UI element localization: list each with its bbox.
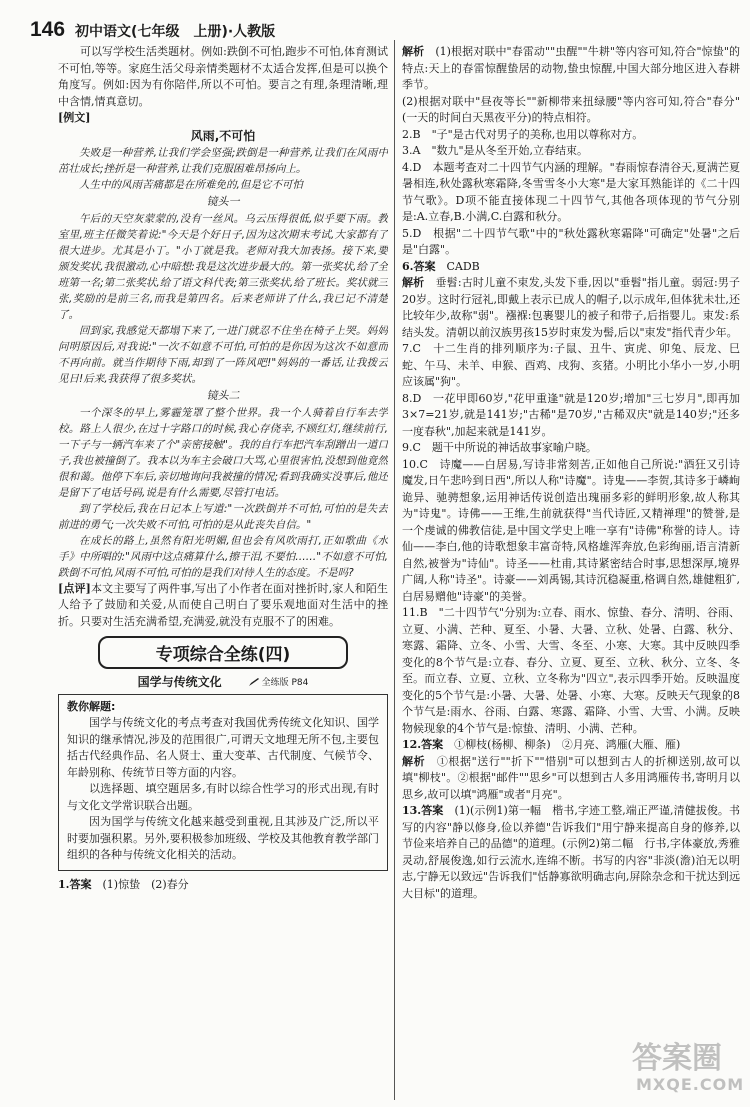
tips-title: 教你解题: bbox=[67, 700, 116, 713]
answer-item bbox=[402, 259, 740, 276]
analysis-text: 垂髫:古时儿童不束发,头发下垂,因以"垂髫"指儿童。弱冠:男子20岁。这时行冠礼,即戴上表示已成人的帽子,以示成年,但体犹未壮,还比较年少,故称"弱"。襁褓:包裹婴儿的被子和带子,后指婴儿。束发:系结头发。清朝以前汉族男孩15岁时束发为髻,后以"束发"指代青少年。 bbox=[402, 276, 740, 339]
answer-item bbox=[402, 737, 740, 754]
scene-heading: 镜头一 bbox=[206, 194, 240, 208]
section-reference bbox=[248, 675, 309, 688]
analysis-paragraph bbox=[402, 44, 740, 94]
answer-text: (1)惊蛰 (2)春分 bbox=[102, 877, 189, 891]
tips-box bbox=[58, 694, 388, 871]
essay-paragraph: 午后的天空灰蒙蒙的,没有一丝风。乌云压得很低,似乎要下雨。教室里,班主任微笑着说:"今天是个好日子,因为这次期末考试,大家都有了很大进步。尤其是小丁。"小丁就是我。老师对我大加表扬。接下来,要颁发奖状,我很激动,心中暗想:我是这次进步最大的。第一张奖状,给了全班第一名;第二张奖状,给了语文科代表;第三张奖状,给了班长。奖状就三张,奖励的是前三名,而我是第四名。后来老师讲了什么,我已记不清楚了。 bbox=[58, 212, 388, 321]
page-header bbox=[30, 18, 275, 42]
pencil-icon bbox=[248, 677, 260, 687]
answer-item: 3.A "数九"是从冬至开始,立春结束。 bbox=[402, 144, 589, 157]
book-title: 初中语文(七年级 上册)·人教版 bbox=[75, 24, 276, 40]
example-tag bbox=[58, 110, 388, 127]
essay-paragraph: 在成长的路上,虽然有阳光明媚,但也会有风吹雨打,正如歌曲《水手》中所唱的:"风雨中这点痛算什么,擦干泪,不要怕……"不如意不可怕,跌倒不可怕,风雨不可怕,可怕的是我们对待人生的态度。不是吗? bbox=[58, 534, 388, 579]
tips-paragraph: 以选择题、填空题居多,有时以综合性学习的形式出现,有时与文化文学常识联合出题。 bbox=[67, 782, 379, 812]
analysis-paragraph: (2)根据对联中"昼夜等长""新柳带来扭绿腰"等内容可知,符合"春分"(一天的时间白天黑夜平分)的特点相符。 bbox=[402, 94, 740, 124]
answer-text: (1)(示例1)第一幅 楷书,字迹工整,端正严谨,清健拔俊。书写的内容"静以修身,俭以养德"告诉我们"用宁静来提高自身的修养,以节俭来培养自己的品德"的道理。(示例2)第二幅 行书,字体豪放,秀雅灵动,舒展俊逸,如行云流水,连绵不断。书写的内容"非淡(澹)泊无以明志,宁静无以致远"告诉我们"恬静寡欲明确志向,屏除杂念和干扰达到远大目标"的道理。 bbox=[402, 804, 740, 900]
analysis-paragraph bbox=[402, 754, 740, 804]
answer-label: 12.答案 bbox=[402, 738, 444, 751]
answer-text: ①柳枝(杨柳、柳条) ②月亮、鸿雁(大雁、雁) bbox=[454, 738, 681, 751]
section-subtitle-row bbox=[58, 673, 388, 690]
scene-heading: 镜头二 bbox=[206, 388, 240, 402]
answer-item bbox=[402, 803, 740, 902]
answer-item: 9.C 题干中所说的神话故事家喻户晓。 bbox=[402, 441, 597, 454]
column-divider bbox=[394, 40, 395, 1100]
analysis-label: 解析 bbox=[402, 276, 425, 289]
essay-paragraph: 人生中的风雨苦痛都是在所难免的,但是它不可怕 bbox=[79, 178, 303, 191]
section-title: 专项综合全练(四) bbox=[98, 636, 348, 669]
tips-paragraph: 国学与传统文化的考点考查对我国优秀传统文化知识、国学知识的继承情况,涉及的范围很广,可谓天文地理无所不包,主要包括古代经典作品、名人贤士、重大变革、古代制度、气候节令、年龄别称、传统节日等方面的内容。 bbox=[67, 716, 379, 779]
answer-item: 8.D 一花甲即60岁,"花甲重逢"就是120岁;增加"三七岁月",即再加3×7=21岁,就是141岁;"古稀"是70岁,"古稀双庆"就是140岁;"还多一度春秋",加起来就是141岁。 bbox=[402, 391, 740, 438]
answer-label: 1.答案 bbox=[58, 877, 92, 891]
analysis-paragraph bbox=[402, 275, 740, 341]
comment-label: [点评] bbox=[58, 581, 91, 595]
watermark-url: MXQE.COM bbox=[636, 1075, 745, 1094]
example-label: [例文] bbox=[58, 111, 91, 124]
answer-item: 11.B "二十四节气"分别为:立春、雨水、惊蛰、春分、清明、谷雨、立夏、小满、芒种、夏至、小暑、大暑、立秋、处暑、白露、秋分、寒露、霜降、立冬、小雪、大雪、冬至、小寒、大寒。其中反映四季变化的8个节气是:立春、春分、立夏、夏至、立秋、秋分、立冬、冬至。而立春、立夏、立秋、立冬称为"四立",表示四季开始。反映温度变化的5个节气是:小暑、大暑、处暑、小寒、大寒。反映天气现象的8个节气是:雨水、谷雨、白露、寒露、霜降、小雪、大雪、小满。反映物候现象的4个节气是:惊蛰、清明、小满、芒种。 bbox=[402, 606, 740, 735]
analysis-label: 解析 bbox=[402, 754, 426, 768]
watermark-text: 答案圈 bbox=[632, 1041, 722, 1076]
analysis-text: (1)根据对联中"春雷动""虫醒""牛耕"等内容可知,符合"惊蛰"的特点:天上的春雷惊醒蛰居的动物,蛰虫惊醒,中国大部分地区进入春耕季节。 bbox=[402, 45, 740, 91]
left-column bbox=[58, 44, 388, 1100]
watermark-logo bbox=[622, 1031, 745, 1101]
analysis-text: ①根据"送行""折下""惜别"可以想到古人的折柳送别,故可以填"柳枝"。②根据"邮件""思乡"可以想到古人多用鸿雁传书,寄明月以思乡,故可以填"鸿雁"或者"月亮"。 bbox=[402, 754, 740, 801]
section-subtitle: 国学与传统文化 bbox=[137, 675, 222, 689]
page-number: 146 bbox=[30, 18, 66, 41]
comment-text: 本文主要写了两件事,写出了小作者在面对挫折时,家人和陌生人给予了鼓励和关爱,从而使自己明白了要乐观地面对生活中的挫折。只要对生活充满希望,充满爱,就没有克服不了的困难。 bbox=[58, 581, 388, 628]
right-column bbox=[402, 44, 740, 1100]
answer-1 bbox=[58, 877, 388, 894]
answer-item: 4.D 本题考查对二十四节气内涵的理解。"春雨惊春清谷天,夏满芒夏暑相连,秋处露秋寒霜降,冬雪雪冬小大寒"是大家耳熟能详的《二十四节气歌》。D项不能直接体现二十四节气,其他各项体现的节气分别是:A.立春,B.小满,C.白露和秋分。 bbox=[402, 160, 740, 223]
essay-title: 风雨,不可怕 bbox=[190, 128, 256, 143]
answer-item: 5.D 根据"二十四节气歌"中的"秋处露秋寒霜降"可确定"处暑"之后是"白露"。 bbox=[402, 226, 740, 256]
comment-paragraph bbox=[58, 581, 388, 631]
analysis-label: 解析 bbox=[402, 45, 425, 58]
answer-label: 6.答案 bbox=[402, 259, 436, 273]
answer-label: 13.答案 bbox=[402, 804, 444, 817]
tips-paragraph: 因为国学与传统文化越来越受到重视,且其涉及广泛,所以平时要加强积累。另外,要积极参加班级、学校及其他教育教学部门组织的各种与传统文化相关的活动。 bbox=[67, 815, 379, 861]
essay-paragraph: 到了学校后,我在日记本上写道:"一次跌倒并不可怕,可怕的是失去前进的勇气;一次失败不可怕,可怕的是从此丧失自信。" bbox=[58, 502, 388, 531]
answer-item: 10.C 诗魔——白居易,写诗非常刻苦,正如他自己所说:"酒狂又引诗魔发,日午悲吟到日西",所以人称"诗魔"。诗鬼——李贺,其诗多于嶙峋诡异、驰骋想象,运用神话传说创造出瑰丽多彩的鲜明形象,故人称其为"诗鬼"。诗佛——王维,生前就获得"当代诗匠,又精禅理"的赞誉,是一个虔诚的佛教信徒,是中国文学史上唯一享有"诗佛"称誉的诗人。诗仙——李白,他的诗歌想象丰富奇特,风格雄浑奔放,色彩绚丽,语言清新自然,被誉为"诗仙"。诗圣——杜甫,其诗紧密结合时事,思想深厚,境界广阔,人称"诗圣"。诗豪——刘禹锡,其诗沉稳凝重,格调自然,雄健粗犷,白居易赠他"诗豪"的美誉。 bbox=[402, 457, 740, 603]
essay-paragraph: 失败是一种营养,让我们学会坚强;跌倒是一种营养,让我们在风雨中茁壮成长;挫折是一种营养,让我们克服困难昂扬向上。 bbox=[58, 146, 388, 175]
essay-paragraph: 回到家,我感觉天都塌下来了,一进门就忍不住坐在椅子上哭。妈妈问明原因后,对我说:"一次不如意不可怕,可怕的是你因为这次不如意而不再向前。就当作期待下雨,却到了一阵风吧!"妈妈的一番话,让我拨云见日!后来,我获得了很多奖状。 bbox=[58, 324, 388, 385]
answer-item: 2.B "子"是古代对男子的美称,也用以尊称对方。 bbox=[402, 127, 644, 141]
intro-paragraph: 可以写学校生活类题材。例如:跌倒不可怕,跑步不可怕,体育测试不可怕,等等。家庭生活父母亲情类题材不太适合发挥,但是可以换个角度写。例如:因为有你陪伴,所以不可怕。要言之有理,条理清晰,理中含情,情真意切。 bbox=[58, 45, 388, 108]
essay-paragraph: 一个深冬的早上,雾霾笼罩了整个世界。我一个人骑着自行车去学校。路上人很少,在过十字路口的时候,我心存侥幸,不顾红灯,继续前行,一下子与一辆汽车来了个"亲密接触"。我的自行车把汽车刮蹭出一道口子,我也被撞倒了。我本以为车主会破口大骂,心里很害怕,没想到他竟然很和蔼。他停下车后,亲切地询问我被撞的情况;看到我确实没事后,他还是留下了电话号码,说是有什么需要,尽管打电话。 bbox=[58, 406, 388, 499]
answer-item: 7.C 十二生肖的排列顺序为:子鼠、丑牛、寅虎、卯兔、辰龙、巳蛇、午马、未羊、申猴、酉鸡、戌狗、亥猪。小明比小华小一岁,小明应该属"狗"。 bbox=[402, 342, 740, 388]
answer-text: CADB bbox=[446, 259, 480, 273]
section-reference-text: 全练版 P84 bbox=[261, 678, 309, 688]
